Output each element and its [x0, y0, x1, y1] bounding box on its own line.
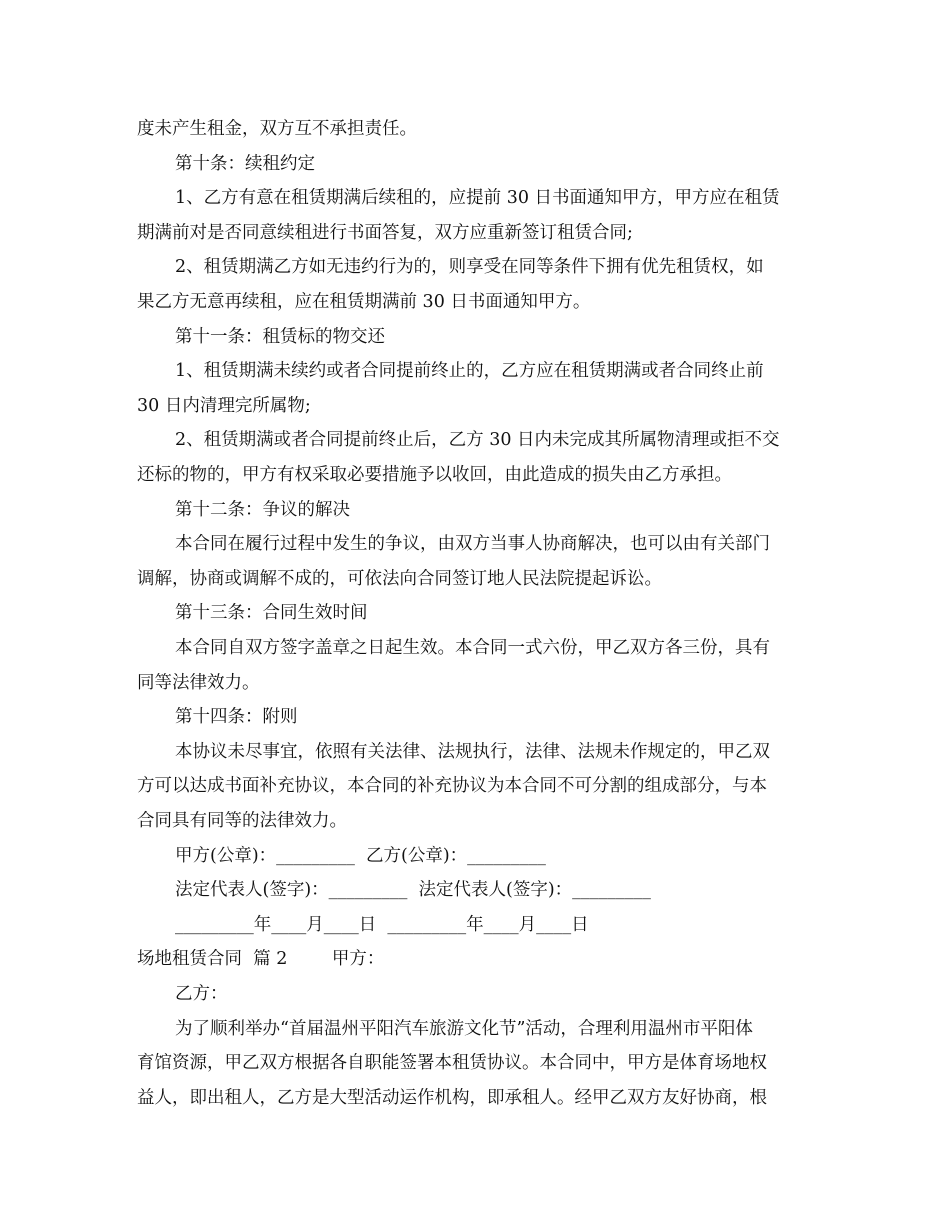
section-heading: 第十三条：合同生效时间 — [175, 603, 368, 623]
body-line: 期满前对是否同意续租进行书面答复，双方应重新签订租赁合同; — [137, 223, 633, 243]
body-line: 还标的物的，甲方有权采取必要措施予以收回，由此造成的损失由乙方承担。 — [137, 465, 732, 485]
body-line: 30 日内清理完所属物; — [137, 396, 311, 416]
body-line: 度未产生租金，双方互不承担责任。 — [137, 119, 417, 139]
body-line: 调解，协商或调解不成的，可依法向合同签订地人民法院提起诉讼。 — [137, 569, 662, 589]
body-line: 合同具有同等的法律效力。 — [137, 811, 347, 831]
section-heading: 第十二条：争议的解决 — [175, 500, 350, 520]
section-heading: 第十一条：租赁标的物交还 — [175, 327, 385, 347]
body-line: 方可以达成书面补充协议，本合同的补充协议为本合同不可分割的组成部分，与本 — [137, 776, 767, 796]
body-line: 为了顺利举办“首届温州平阳汽车旅游文化节”活动，合理利用温州市平阳体 — [175, 1019, 753, 1039]
body-line: 果乙方无意再续租，应在租赁期满前 30 日书面通知甲方。 — [137, 292, 591, 312]
section-heading: 第十四条：附则 — [175, 707, 298, 727]
body-line: 2、租赁期满乙方如无违约行为的，则享受在同等条件下拥有优先租赁权，如 — [175, 257, 764, 277]
section-heading: 第十条：续租约定 — [175, 154, 315, 174]
body-line: 育馆资源，甲乙双方根据各自职能签署本租赁协议。本合同中，甲方是体育场地权 — [137, 1053, 767, 1073]
signature-line-date: _________年____月____日 _________年____月____日 — [175, 915, 589, 935]
body-line: 本协议未尽事宜，依照有关法律、法规执行，法律、法规未作规定的，甲乙双 — [175, 742, 770, 762]
body-line: 本合同在履行过程中发生的争议，由双方当事人协商解决，也可以由有关部门 — [175, 534, 770, 554]
body-line: 本合同自双方签字盖章之日起生效。本合同一式六份，甲乙双方各三份，具有 — [175, 638, 770, 658]
body-line: 1、租赁期满未续约或者合同提前终止的，乙方应在租赁期满或者合同终止前 — [175, 361, 764, 381]
body-line: 益人，即出租人，乙方是大型活动运作机构，即承租人。经甲乙双方友好协商，根 — [137, 1088, 767, 1108]
body-line: 同等法律效力。 — [137, 673, 260, 693]
signature-line-representative: 法定代表人(签字)：_________ 法定代表人(签字)：_________ — [175, 880, 651, 900]
body-line: 1、乙方有意在租赁期满后续租的，应提前 30 日书面通知甲方，甲方应在租赁 — [175, 188, 780, 208]
contract-title-line: 场地租赁合同 篇 2 甲方： — [137, 949, 385, 969]
body-line: 2、租赁期满或者合同提前终止后，乙方 30 日内未完成其所属物清理或拒不交 — [175, 430, 780, 450]
signature-line-seal: 甲方(公章)：_________ 乙方(公章)：_________ — [175, 846, 546, 866]
party-b-line: 乙方： — [175, 984, 228, 1004]
